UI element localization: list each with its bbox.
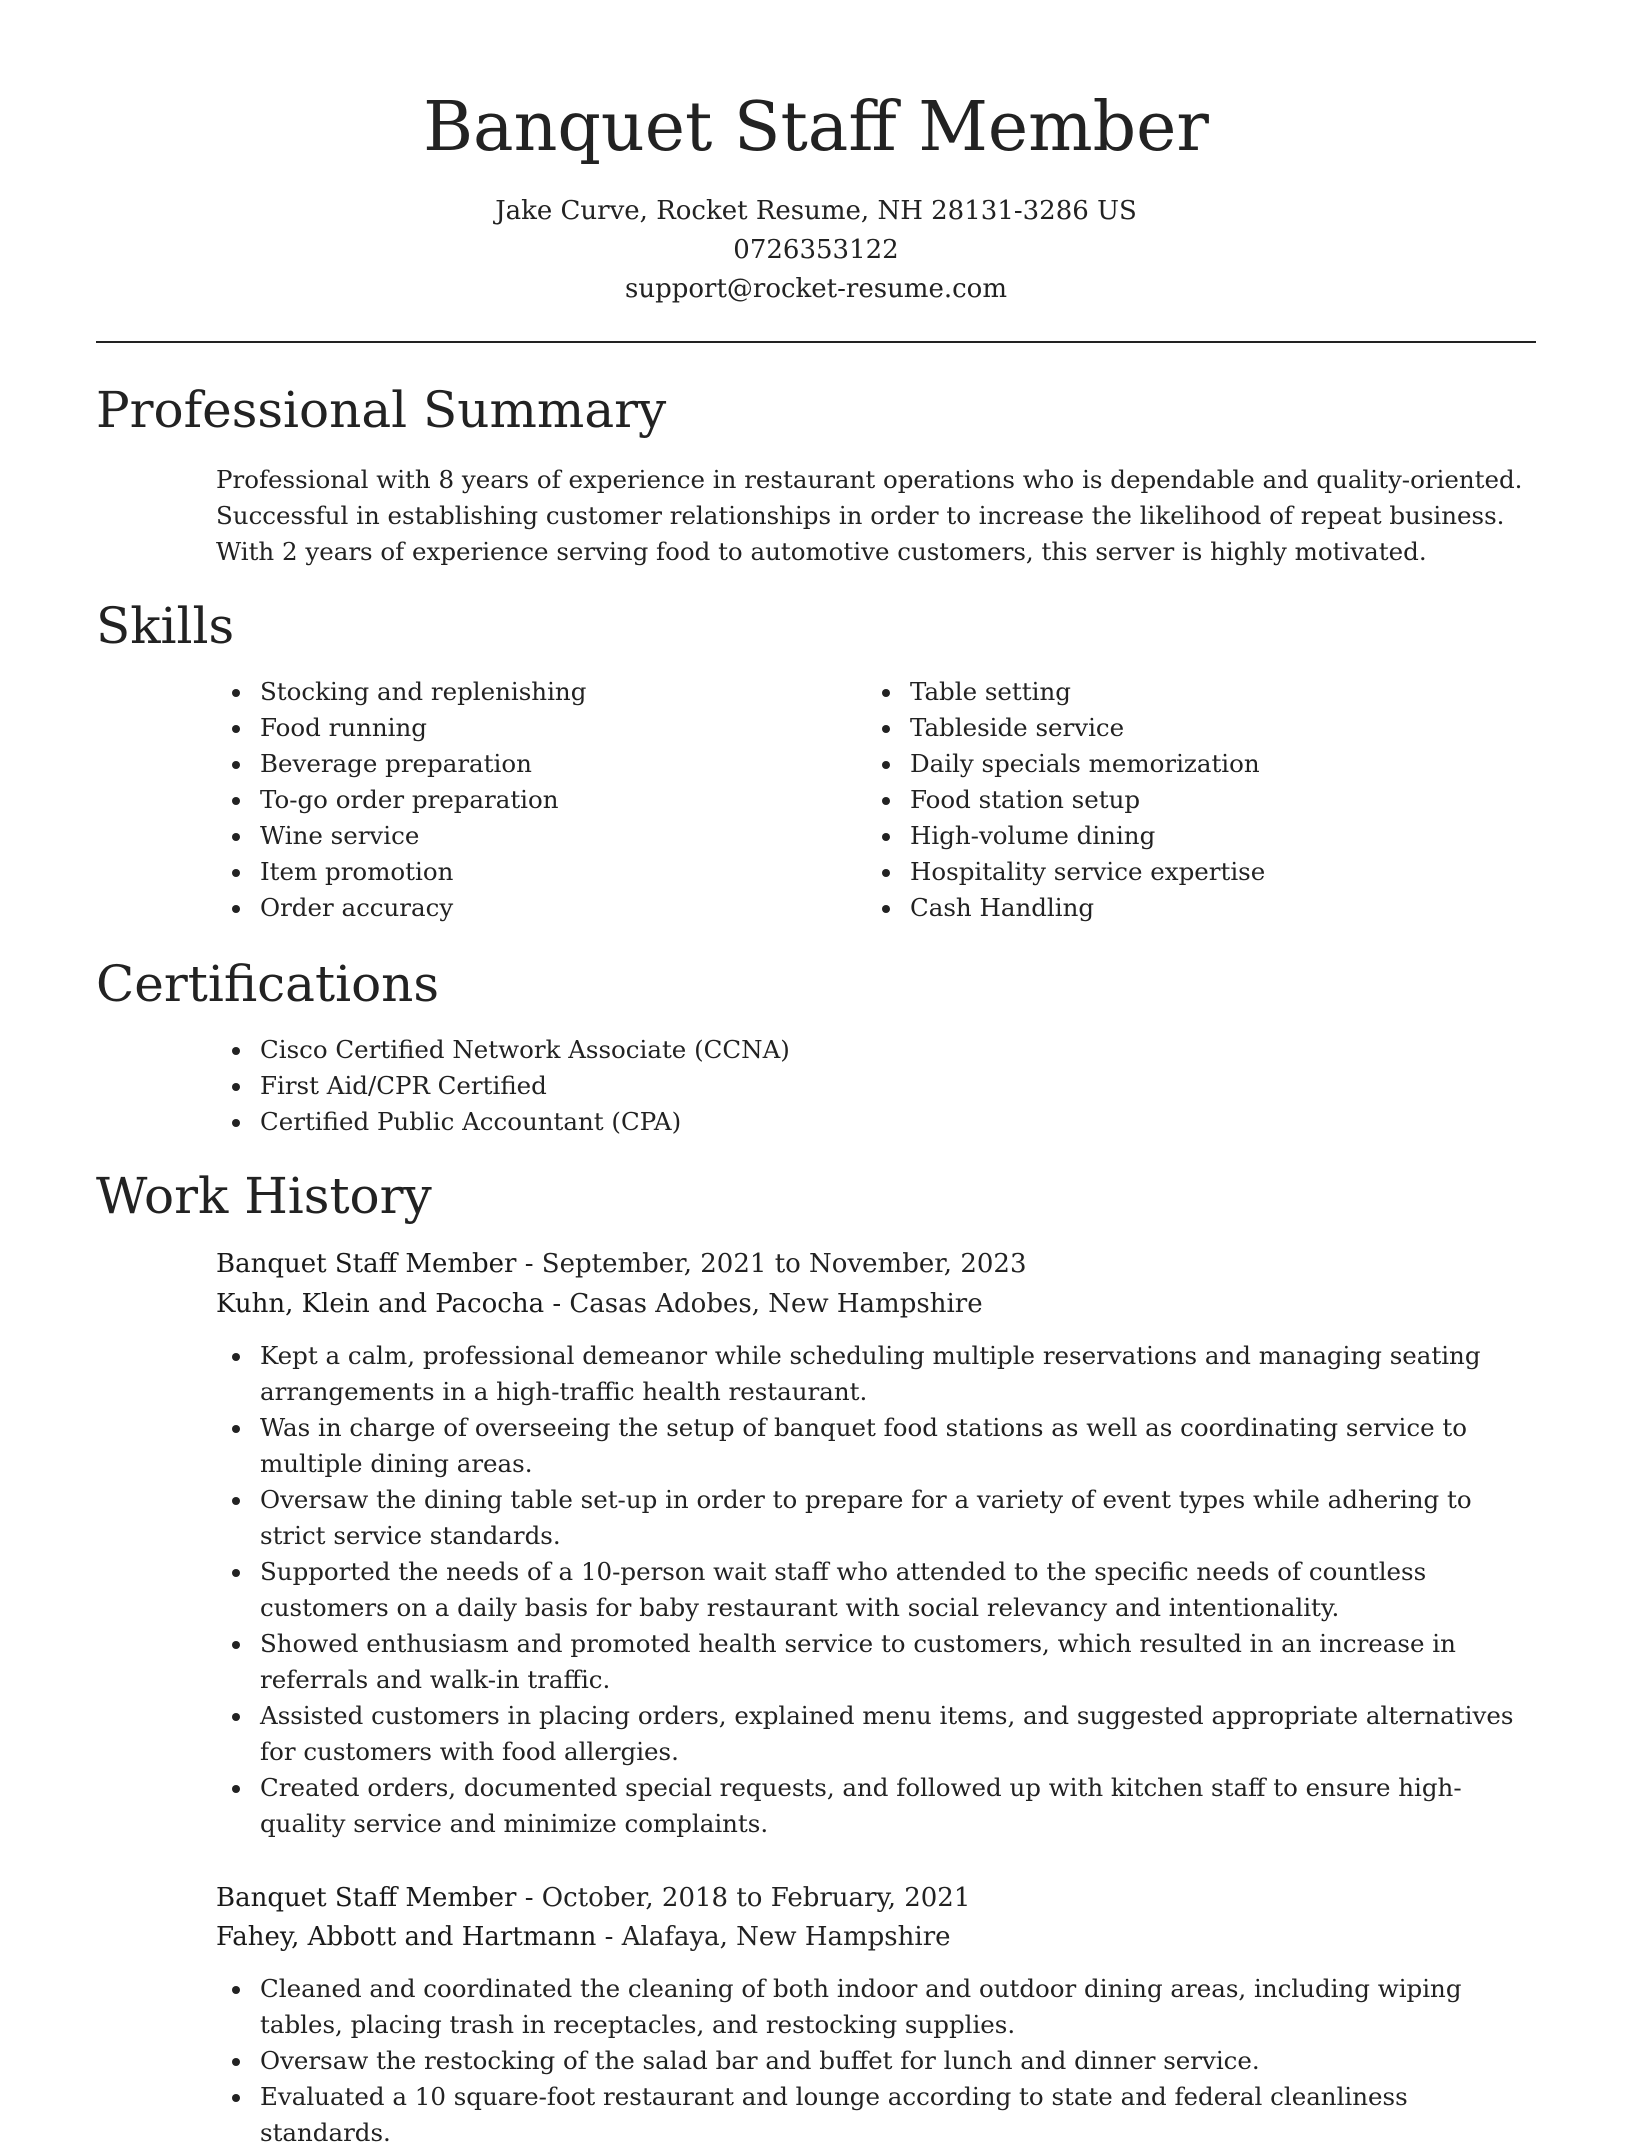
skill-item: Food station setup (866, 782, 1526, 818)
job-location: Casas Adobes, New Hampshire (569, 1289, 983, 1319)
skill-item: Wine service (216, 818, 836, 854)
job-duty: Showed enthusiasm and promoted health service to customers, which resulted in an increase in referrals and walk-in traffic. (216, 1626, 1536, 1698)
job-duty: Created orders, documented special requests, and followed up with kitchen staff to ensure high-quality service and minimize complaints. (216, 1770, 1536, 1842)
contact-address: Jake Curve, Rocket Resume, NH 28131-3286 US (495, 196, 1137, 226)
header-divider (96, 341, 1536, 343)
skill-item: Tableside service (866, 710, 1526, 746)
skill-item: High-volume dining (866, 818, 1526, 854)
job-duties-list (216, 1338, 1536, 1842)
job-duties-list (216, 1971, 1536, 2151)
separator: - (544, 1289, 570, 1319)
certifications-heading: Certifications (96, 955, 440, 1013)
skill-item: Stocking and replenishing (216, 674, 836, 710)
job-dates: September, 2021 to November, 2023 (541, 1249, 1027, 1279)
skill-item: Daily specials memorization (866, 746, 1526, 782)
skill-item: Beverage preparation (216, 746, 836, 782)
job-title-line (216, 1878, 970, 1918)
job-duty: Was in charge of overseeing the setup of banquet food stations as well as coordinating service to multiple dining areas. (216, 1410, 1536, 1482)
job-duty: Oversaw the dining table set-up in order to prepare for a variety of event types while adhering to strict service standards. (216, 1482, 1536, 1554)
job-dates: October, 2018 to February, 2021 (541, 1883, 971, 1913)
skills-list-right (866, 674, 1526, 926)
skill-item: To-go order preparation (216, 782, 836, 818)
job-company-line (216, 1284, 983, 1324)
contact-block (0, 192, 1632, 309)
separator: - (516, 1249, 542, 1279)
skills-heading: Skills (96, 597, 235, 655)
certification-item: First Aid/CPR Certified (216, 1068, 1536, 1104)
summary-text: Professional with 8 years of experience in restaurant operations who is dependable and quality-oriented. Successful in establishing customer relationships in order to increase the likelihood of repeat business. With 2 years of experience serving food to automotive customers, this server is highly motivated. (216, 465, 1523, 566)
certification-item: Certified Public Accountant (CPA) (216, 1104, 1536, 1140)
skill-item: Food running (216, 710, 836, 746)
skill-item: Table setting (866, 674, 1526, 710)
skills-list-left (216, 674, 836, 926)
resume-title: Banquet Staff Member (423, 88, 1209, 167)
job-title-line (216, 1244, 1027, 1284)
separator: - (596, 1922, 622, 1952)
skill-item: Cash Handling (866, 890, 1526, 926)
contact-phone: 0726353122 (733, 235, 899, 265)
certifications-list (216, 1032, 1536, 1140)
work-history-heading: Work History (96, 1167, 432, 1225)
skill-item: Hospitality service expertise (866, 854, 1526, 890)
separator: - (516, 1883, 542, 1913)
skill-item: Item promotion (216, 854, 836, 890)
job-company: Fahey, Abbott and Hartmann (216, 1922, 597, 1952)
job-duty: Supported the needs of a 10-person wait staff who attended to the specific needs of countless customers on a daily basis for baby restaurant with social relevancy and intentionality. (216, 1554, 1536, 1626)
job-duty: Assisted customers in placing orders, explained menu items, and suggested appropriate alternatives for customers with food allergies. (216, 1698, 1536, 1770)
skill-item: Order accuracy (216, 890, 836, 926)
job-duty: Cleaned and coordinated the cleaning of both indoor and outdoor dining areas, including wiping tables, placing trash in receptacles, and restocking supplies. (216, 1971, 1536, 2043)
job-title: Banquet Staff Member (216, 1249, 517, 1279)
summary-heading: Professional Summary (96, 381, 667, 439)
certification-item: Cisco Certified Network Associate (CCNA) (216, 1032, 1536, 1068)
job-location: Alafaya, New Hampshire (621, 1922, 951, 1952)
job-duty: Oversaw the restocking of the salad bar and buffet for lunch and dinner service. (216, 2043, 1536, 2079)
job-duty: Kept a calm, professional demeanor while scheduling multiple reservations and managing seating arrangements in a high-traffic health restaurant. (216, 1338, 1536, 1410)
contact-email: support@rocket-resume.com (624, 274, 1007, 304)
job-company: Kuhn, Klein and Pacocha (216, 1289, 545, 1319)
job-company-line (216, 1917, 951, 1957)
job-title: Banquet Staff Member (216, 1883, 517, 1913)
job-duty: Evaluated a 10 square-foot restaurant and lounge according to state and federal cleanliness standards. (216, 2079, 1536, 2151)
